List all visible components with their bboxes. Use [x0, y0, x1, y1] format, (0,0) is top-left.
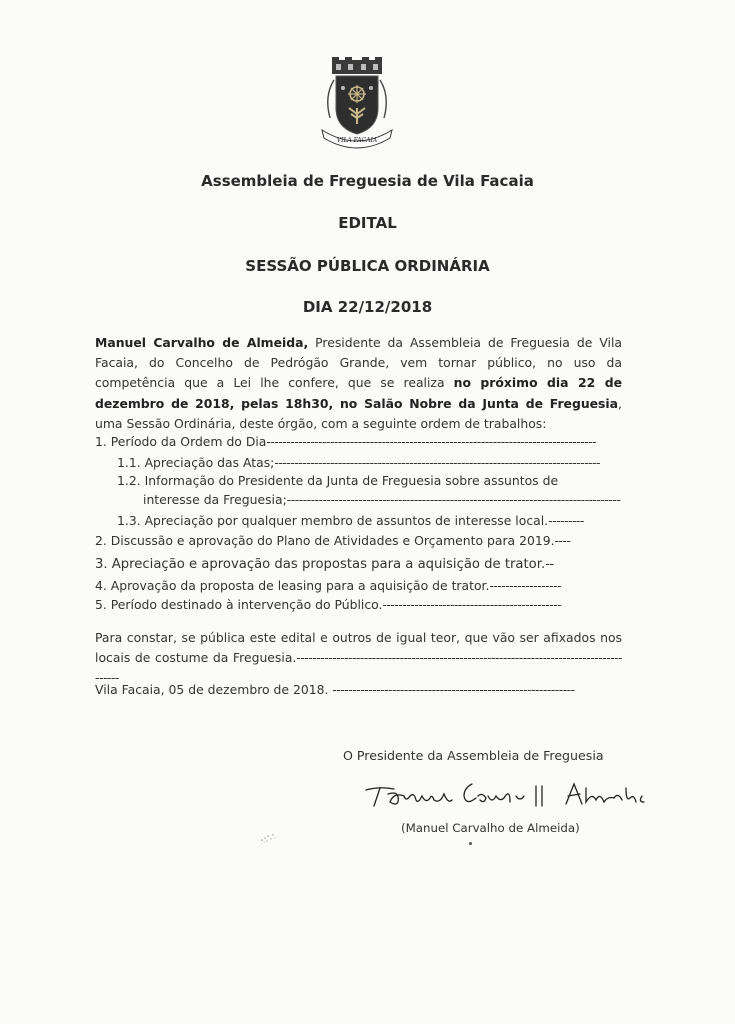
scan-dot — [469, 842, 472, 845]
handwritten-signature — [360, 776, 660, 816]
intro-highlight: no próximo dia 22 de dezembro de 2018, pelas 18h30, no Salão Nobre da Junta de Freguesia — [95, 375, 622, 411]
agenda-item-3: 3. Apreciação e aprovação das propostas para a aquisição de trator.-- — [95, 557, 554, 572]
intro-text-a: Presidente da Assembleia de Freguesia de Vila Facaia, do Concelho de Pedrógão Grande, vem tornar público, no uso da competência que a Lei lhe confere, que se realiza — [95, 335, 622, 391]
agenda-item-4: 4. Aprovação da proposta de leasing para a aquisição de trator.------------------ — [95, 578, 561, 593]
document-title: EDITAL — [338, 214, 397, 232]
signatory-name: (Manuel Carvalho de Almeida) — [401, 821, 580, 835]
closing-paragraph: Para constar, se pública este edital e outros de igual teor, que vão ser afixados nos locais de costume da Freguesia.---------------------------------------------------------------------------------------- — [95, 630, 622, 686]
svg-text:VILA FACAIA: VILA FACAIA — [336, 137, 378, 144]
signatory-role: O Presidente da Assembleia de Freguesia — [343, 748, 604, 763]
session-date: DIA 22/12/2018 — [302, 298, 433, 316]
president-name: Manuel Carvalho de Almeida, — [95, 335, 309, 350]
intro-text-c: , uma Sessão Ordinária, deste órgão, com a seguinte ordem de trabalhos: — [95, 395, 622, 431]
agenda-item-2: 2. Discussão e aprovação do Plano de Atividades e Orçamento para 2019.---- — [95, 533, 571, 548]
intro-paragraph — [95, 333, 622, 434]
coat-of-arms-logo — [318, 56, 396, 150]
scan-speck — [258, 830, 280, 846]
agenda-item-1-1: 1.1. Apreciação das Atas;---------------------------------------------------------------------------------- — [117, 455, 600, 470]
agenda-item-1-2-cont: interesse da Freguesia;------------------------------------------------------------------------------------ — [143, 492, 621, 507]
agenda-item-1-2: 1.2. Informação do Presidente da Junta de Freguesia sobre assuntos de — [117, 473, 559, 488]
agenda-item-1: 1. Período da Ordem do Dia----------------------------------------------------------------------------------- — [95, 434, 597, 449]
agenda-item-5: 5. Período destinado à intervenção do Público.--------------------------------------------- — [95, 597, 562, 612]
agenda-item-1-3: 1.3. Apreciação por qualquer membro de assuntos de interesse local.--------- — [117, 513, 584, 528]
place-and-date: Vila Facaia, 05 de dezembro de 2018. ------------------------------------------------------------- — [95, 682, 575, 697]
assembly-heading: Assembleia de Freguesia de Vila Facaia — [201, 172, 534, 190]
session-heading: SESSÃO PÚBLICA ORDINÁRIA — [245, 257, 490, 275]
